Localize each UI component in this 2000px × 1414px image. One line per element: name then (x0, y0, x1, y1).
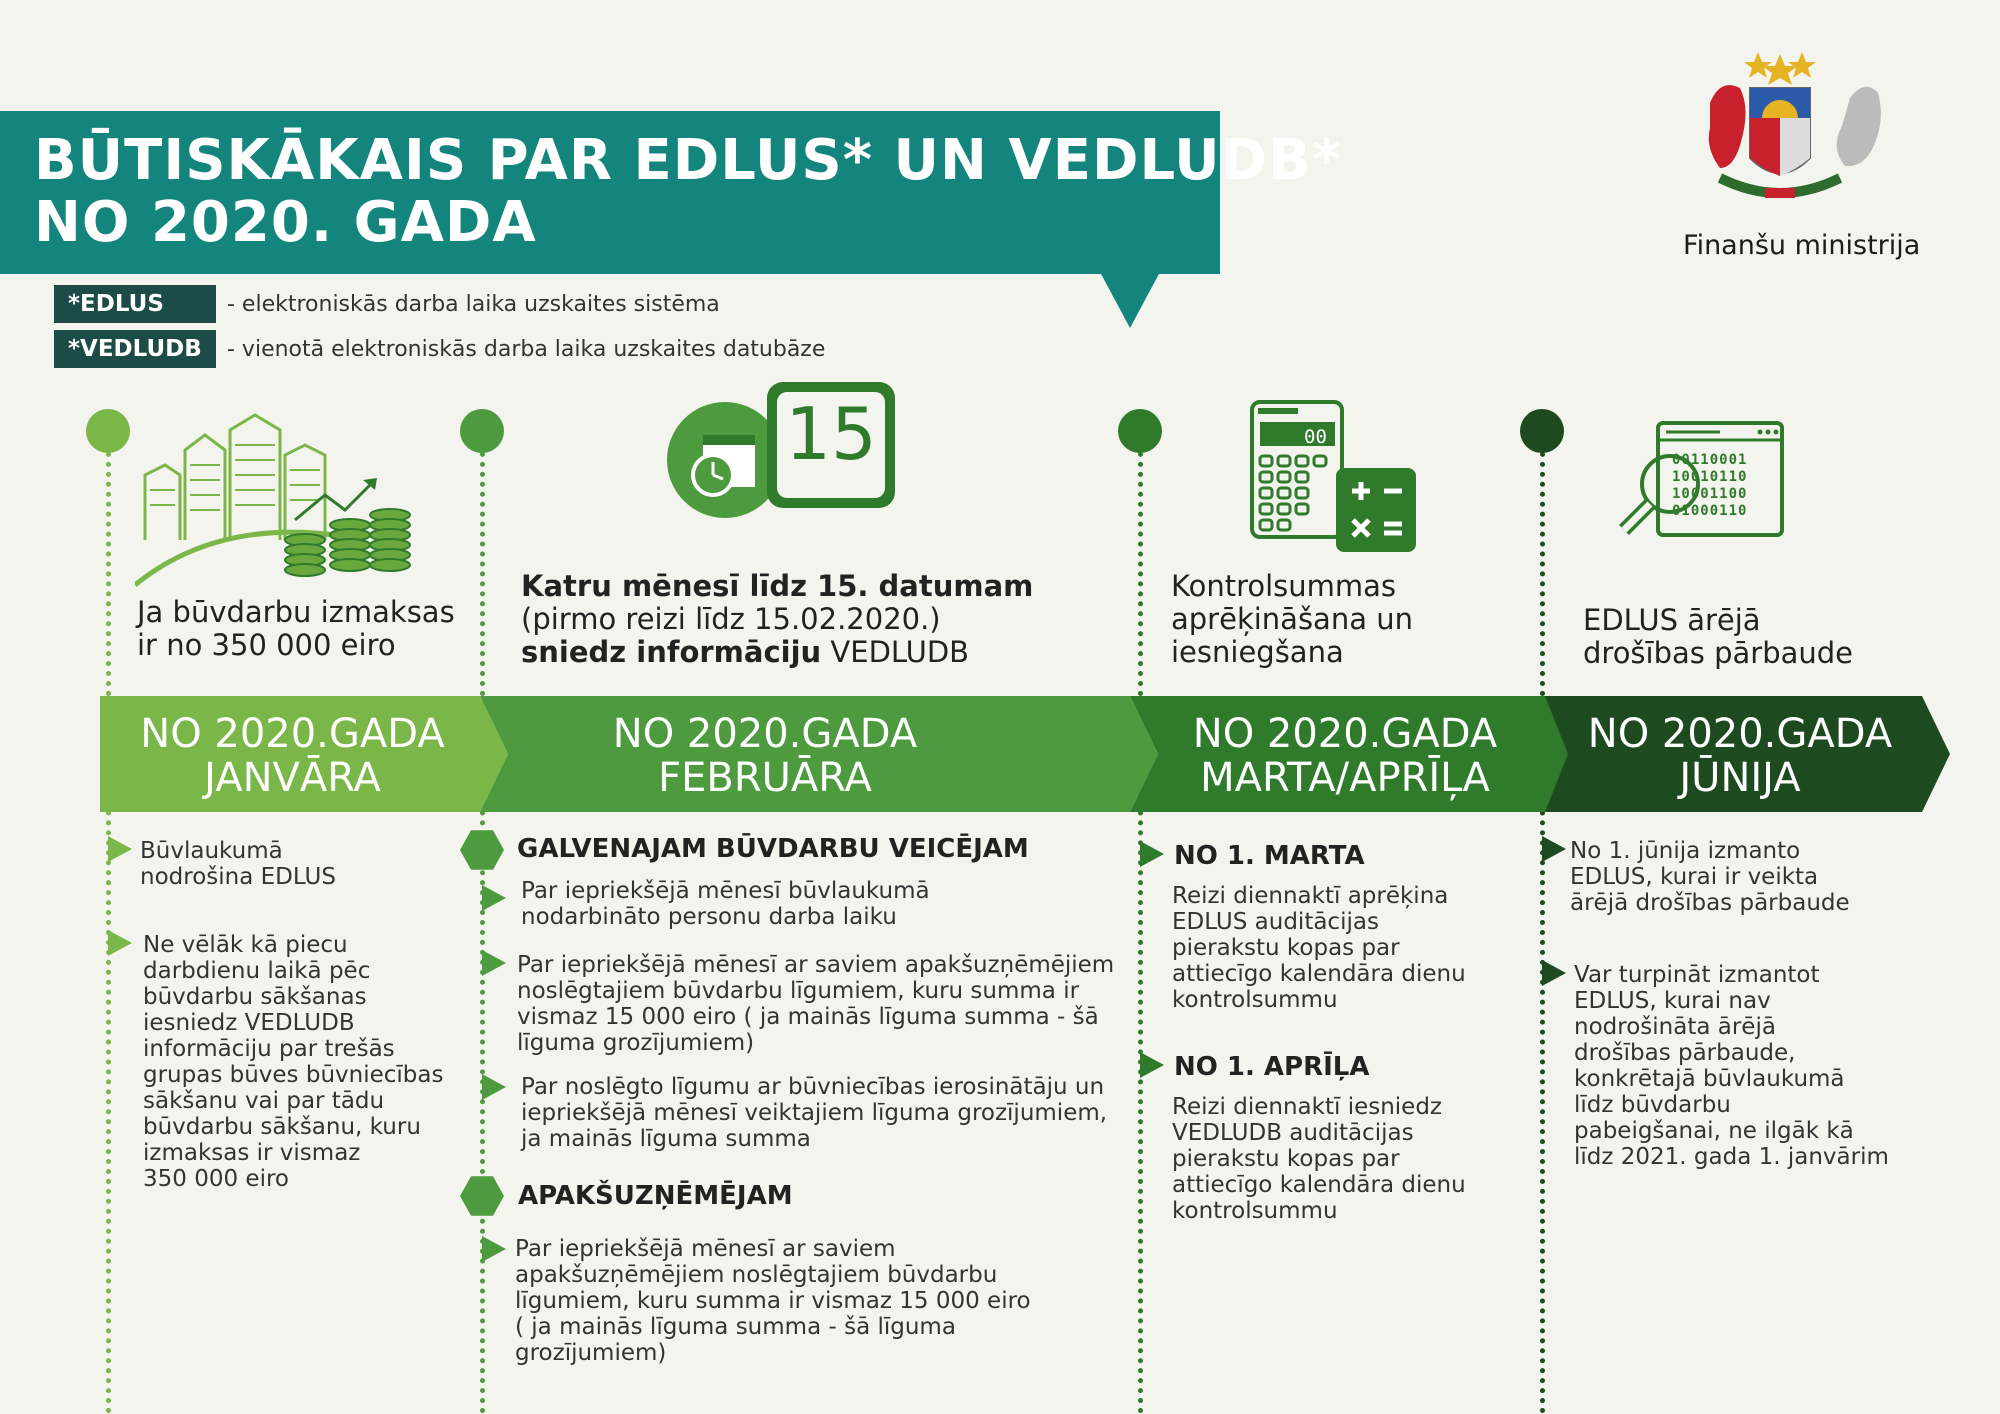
band-line: JANVĀRA (204, 755, 381, 801)
col2-item-3 (521, 1074, 1107, 1152)
col4-top-line: drošības pārbaude (1583, 636, 1854, 670)
col4-item-2 (1574, 962, 1889, 1170)
band-line: NO 2020.GADA (140, 711, 445, 757)
text-line: darbdienu laikā pēc (143, 958, 371, 984)
text-line: līdz būvdarbu (1574, 1092, 1731, 1118)
text-line: līgumiem, kuru summa ir vismaz 15 000 eiro (515, 1288, 1031, 1314)
text-line: būvdarbu sākšanu, kuru (143, 1114, 421, 1140)
text-line: Par iepriekšējā mēnesī ar saviem apakšuzņēmējiem (517, 952, 1115, 978)
col2-top-rest: VEDLUDB (821, 635, 970, 669)
text-line: EDLUS auditācijas (1172, 909, 1379, 935)
text-line: Būvlaukumā (140, 838, 283, 864)
text-line: kontrolsummu (1172, 987, 1338, 1013)
calculator-icon (1250, 400, 1420, 560)
bullet-arrow-icon (108, 930, 132, 956)
text-line: izmaksas ir vismaz (143, 1140, 361, 1166)
col1-top-line: Ja būvdarbu izmaksas (137, 595, 455, 629)
binary-line-1: 00110001 (1672, 452, 1748, 468)
col3-top-line: aprēķināšana un (1171, 602, 1413, 636)
text-line: ( ja mainās līguma summa - šā līguma (515, 1314, 956, 1340)
ministry-name: Finanšu ministrija (1683, 230, 1921, 261)
text-line: līdz 2021. gada 1. janvārim (1574, 1144, 1889, 1170)
col2-heading-main-contractor: GALVENAJAM BŪVDARBU VEICĒJAM (517, 834, 1029, 864)
text-line: iesniedz VEDLUDB (143, 1010, 355, 1036)
text-line: Par noslēgto līgumu ar būvniecības ierosinātāju un (521, 1074, 1105, 1100)
col3-text-april (1172, 1094, 1466, 1224)
timeline-dot-1 (86, 409, 130, 453)
text-line: attiecīgo kalendāra dienu (1172, 961, 1466, 987)
text-line: VEDLUDB auditācijas (1172, 1120, 1414, 1146)
col2-item-2 (517, 952, 1114, 1056)
text-line: nodarbināto personu darba laiku (521, 904, 897, 930)
bullet-arrow-icon (482, 885, 506, 911)
text-line: Reizi diennaktī iesniedz (1172, 1094, 1443, 1120)
text-line: EDLUS, kurai nav (1574, 988, 1771, 1014)
legend-desc-vedludb: - vienotā elektroniskās darba laika uzskaites datubāze (227, 337, 826, 362)
text-line: pabeigšanai, ne ilgāk kā (1574, 1118, 1854, 1144)
text-line: No 1. jūnija izmanto (1570, 838, 1801, 864)
text-line: ja mainās līguma summa (521, 1126, 811, 1152)
legend-desc-edlus: - elektroniskās darba laika uzskaites sistēma (227, 292, 720, 317)
col1-top-text (137, 596, 455, 662)
text-line: drošības pārbaude, (1574, 1040, 1796, 1066)
col2-top-line1: Katru mēnesī līdz 15. datumam (521, 569, 1034, 603)
text-line: ārējā drošības pārbaude (1570, 890, 1850, 916)
band-line: NO 2020.GADA (1192, 711, 1498, 757)
binary-code (1672, 452, 1747, 520)
text-line: vismaz 15 000 eiro ( ja mainās līguma summa - šā (517, 1004, 1099, 1030)
legend-tag-vedludb: *VEDLUDB (54, 330, 216, 368)
page-title-line1: BŪTISKĀKAIS PAR EDLUS* UN VEDLUDB* (34, 128, 1343, 193)
bullet-arrow-icon (482, 1236, 506, 1262)
text-line: pierakstu kopas par (1172, 1146, 1400, 1172)
timeline-dot-3 (1118, 409, 1162, 453)
band-label-january (100, 712, 485, 800)
band-line: FEBRUĀRA (658, 755, 872, 801)
text-line: būvdarbu sākšanas (143, 984, 367, 1010)
text-line: noslēgtajiem būvdarbu līgumiem, kuru summa ir (517, 978, 1080, 1004)
text-line: nodrošina EDLUS (140, 864, 336, 890)
text-line: sākšanu vai par tādu (143, 1088, 385, 1114)
col1-top-line: ir no 350 000 eiro (137, 628, 396, 662)
col4-top-text (1583, 604, 1853, 670)
hexagon-bullet-icon (460, 828, 504, 872)
band-line: MARTA/APRĪĻA (1200, 755, 1490, 801)
bullet-arrow-icon (482, 1074, 506, 1100)
col3-top-line: iesniegšana (1171, 635, 1344, 669)
text-line: EDLUS, kurai ir veikta (1570, 864, 1819, 890)
col2-item-1 (521, 878, 930, 930)
calculator-display: 00 (1304, 426, 1327, 448)
col2-top-line3 (521, 636, 1033, 669)
text-line: informāciju par trešās (143, 1036, 395, 1062)
col4-top-line: EDLUS ārējā (1583, 603, 1761, 637)
bullet-arrow-icon (1542, 836, 1566, 862)
text-line: Var turpināt izmantot (1574, 962, 1820, 988)
text-line: Par iepriekšējā mēnesī ar saviem (515, 1236, 896, 1262)
text-line: līguma grozījumiem) (517, 1030, 755, 1056)
legend-tag-edlus: *EDLUS (54, 285, 216, 323)
band-line: NO 2020.GADA (1587, 711, 1893, 757)
col3-top-line: Kontrolsummas (1171, 569, 1397, 603)
text-line: Par iepriekšējā mēnesī būvlaukumā (521, 878, 930, 904)
timeline-line-3 (1138, 432, 1143, 1414)
bullet-arrow-icon (108, 836, 132, 862)
col3-text-march (1172, 883, 1466, 1013)
col3-heading-march: NO 1. MARTA (1174, 841, 1365, 871)
col2-heading-subcontractor: APAKŠUZŅĒMĒJAM (518, 1181, 793, 1211)
text-line: nodrošināta ārējā (1574, 1014, 1776, 1040)
timeline-line-1 (106, 432, 111, 1414)
timeline-dot-2 (460, 409, 504, 453)
col3-heading-april: NO 1. APRĪĻA (1174, 1052, 1370, 1082)
bullet-arrow-icon (1140, 841, 1164, 867)
binary-line-2: 10010110 (1672, 469, 1748, 485)
hexagon-bullet-icon (460, 1174, 504, 1218)
col4-item-1 (1570, 838, 1850, 916)
col3-top-text (1171, 570, 1413, 669)
col2-top-bold: sniedz informāciju (521, 635, 822, 669)
col1-item-2 (143, 932, 443, 1192)
bullet-arrow-icon (1542, 960, 1566, 986)
col2-item-4 (515, 1236, 1031, 1366)
text-line: grupas būves būvniecības (143, 1062, 444, 1088)
col2-top-text (521, 570, 1033, 669)
band-line: JŪNIJA (1679, 755, 1801, 801)
band-line: NO 2020.GADA (612, 711, 918, 757)
text-line: apakšuzņēmējiem noslēgtajiem būvdarbu (515, 1262, 998, 1288)
band-label-june (1555, 712, 1925, 800)
coat-of-arms-icon (1680, 48, 1910, 228)
band-label-march-april (1160, 712, 1530, 800)
buildings-coins-icon (135, 410, 420, 590)
text-line: iepriekšējā mēnesī veiktajiem līguma grozījumiem, (521, 1100, 1108, 1126)
band-label-february (500, 712, 1030, 800)
bullet-arrow-icon (1140, 1052, 1164, 1078)
text-line: grozījumiem) (515, 1340, 667, 1366)
timeline-line-2 (480, 432, 485, 1414)
bullet-arrow-icon (482, 950, 506, 976)
text-line: pierakstu kopas par (1172, 935, 1400, 961)
text-line: konkrētajā būvlaukumā (1574, 1066, 1845, 1092)
text-line: kontrolsummu (1172, 1198, 1338, 1224)
timeline-dot-4 (1520, 409, 1564, 453)
text-line: 350 000 eiro (143, 1166, 289, 1192)
col2-top-line2: (pirmo reizi līdz 15.02.2020.) (521, 602, 941, 636)
col1-item-1 (140, 838, 336, 890)
text-line: Ne vēlāk kā piecu (143, 932, 348, 958)
page-title-line2: NO 2020. GADA (34, 190, 537, 255)
binary-line-4: 01000110 (1672, 503, 1748, 519)
text-line: Reizi diennaktī aprēķina (1172, 883, 1449, 909)
binary-line-3: 10001100 (1672, 486, 1748, 502)
calendar-day-number: 15 (785, 392, 877, 476)
text-line: attiecīgo kalendāra dienu (1172, 1172, 1466, 1198)
timeline-line-4 (1540, 432, 1545, 1414)
header-pointer (1100, 272, 1160, 328)
